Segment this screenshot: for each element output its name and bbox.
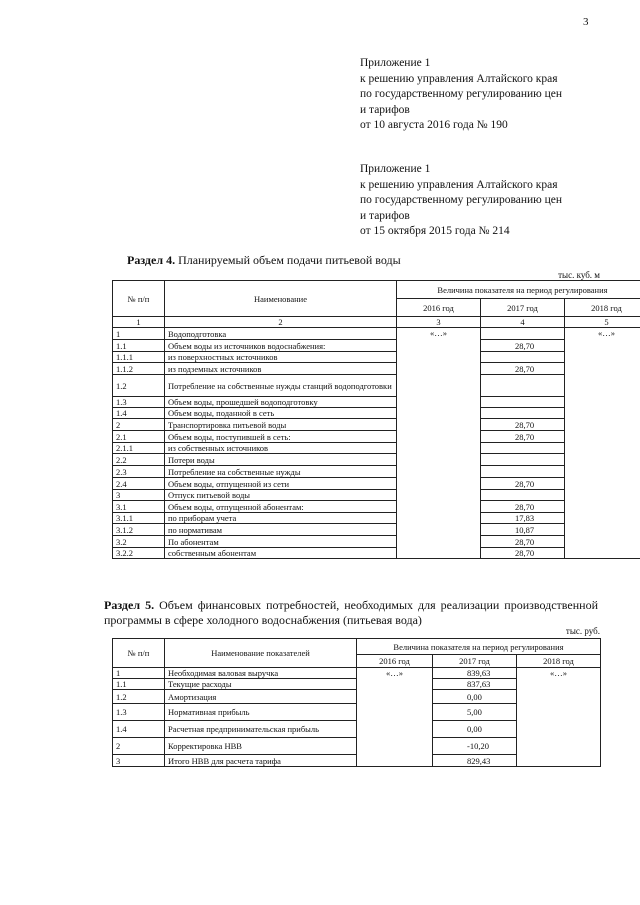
row-name: Необходимая валовая выручка: [165, 668, 357, 679]
section5-title-bold: Раздел 5.: [104, 598, 155, 612]
appendix-line: от 15 октября 2015 года № 214: [360, 225, 510, 237]
table-row: [113, 548, 640, 559]
table-row: [113, 513, 640, 524]
header-2018: 2018 год: [565, 299, 640, 317]
appendix-line: Приложение 1: [360, 57, 431, 69]
row-name: Текущие расходы: [165, 679, 357, 690]
row-num: 1: [113, 668, 165, 679]
col-number: 2: [165, 317, 397, 328]
header-2017: 2017 год: [433, 655, 517, 668]
row-name: Транспортировка питьевой воды: [165, 419, 397, 431]
section5-title-text: Объем финансовых потребностей, необходимых для реализации производственной программы в сфере холодного водоснабжения (питьевая вода): [104, 598, 598, 627]
value-2017: 28,70: [481, 478, 565, 490]
header-2016: 2016 год: [357, 655, 433, 668]
row-num: 1.1.2: [113, 363, 165, 375]
row-num: 3: [113, 755, 165, 767]
table-row: [113, 408, 640, 419]
row-name: Нормативная прибыль: [165, 704, 357, 721]
row-num: 2: [113, 738, 165, 755]
header-2016: 2016 год: [397, 299, 481, 317]
page-number: 3: [583, 16, 589, 28]
row-name: Потребление на собственные нужды: [165, 466, 397, 478]
row-name: из собственных источников: [165, 443, 397, 454]
header-name: Наименование: [165, 281, 397, 317]
row-num: 3.2: [113, 536, 165, 548]
row-name: Корректировка НВВ: [165, 738, 357, 755]
table-row: [113, 490, 640, 501]
value-2017: 17,83: [481, 513, 565, 524]
value-2016: «…»: [357, 668, 433, 767]
section4-title: [127, 253, 401, 268]
value-2017: 28,70: [481, 340, 565, 352]
appendix-line: по государственному регулированию цен: [360, 194, 563, 206]
value-2017: [481, 328, 565, 340]
row-num: 1.3: [113, 397, 165, 408]
table-row: [113, 363, 640, 375]
header-num: № п/п: [113, 281, 165, 317]
row-name: Водоподготовка: [165, 328, 397, 340]
value-2017: [481, 466, 565, 478]
row-num: 3.1: [113, 501, 165, 513]
value-2017: [481, 397, 565, 408]
value-2017: -10,20: [433, 738, 517, 755]
row-name: Потери воды: [165, 454, 397, 466]
row-name: из поверхностных источников: [165, 352, 397, 363]
value-2016: «…»: [397, 328, 481, 559]
header-period: Величина показателя на период регулирования: [357, 639, 601, 655]
row-num: 1.1: [113, 679, 165, 690]
row-name: Объем воды, поступившей в сеть:: [165, 431, 397, 443]
value-2017: 28,70: [481, 431, 565, 443]
row-name: по приборам учета: [165, 513, 397, 524]
section4-title-text: Планируемый объем подачи питьевой воды: [175, 253, 401, 267]
row-num: 3.2.2: [113, 548, 165, 559]
table-row: [113, 328, 640, 340]
appendix-line: и тарифов: [360, 209, 410, 222]
row-name: собственным абонентам: [165, 548, 397, 559]
value-2017: 28,70: [481, 536, 565, 548]
value-2017: 837,63: [433, 679, 517, 690]
section4-title-bold: Раздел 4.: [127, 253, 176, 267]
row-num: 1.3: [113, 704, 165, 721]
value-2017: [481, 490, 565, 501]
table-row: [113, 668, 601, 679]
section4-table: [112, 280, 640, 559]
row-num: 2.4: [113, 478, 165, 490]
header-2018: 2018 год: [517, 655, 601, 668]
row-name: Расчетная предпринимательская прибыль: [165, 721, 357, 738]
section5-table: [112, 638, 601, 767]
row-num: 2: [113, 419, 165, 431]
section5-unit: тыс. руб.: [565, 626, 600, 636]
col-number: 4: [481, 317, 565, 328]
header-period: Величина показателя на период регулирования: [397, 281, 640, 299]
row-name: Объем воды, отпущенной абонентам:: [165, 501, 397, 513]
row-num: 1.1: [113, 340, 165, 352]
row-num: 1.1.1: [113, 352, 165, 363]
value-2017: 839,63: [433, 668, 517, 679]
value-2017: [481, 375, 565, 397]
value-2017: [481, 408, 565, 419]
row-num: 1: [113, 328, 165, 340]
table-row: [113, 443, 640, 454]
table-row: [113, 478, 640, 490]
table-row: [113, 397, 640, 408]
value-2017: 28,70: [481, 419, 565, 431]
row-num: 1.2: [113, 690, 165, 704]
section5-title: [104, 598, 598, 628]
value-2017: [481, 352, 565, 363]
header-num: № п/п: [113, 639, 165, 668]
value-2017: 10,87: [481, 524, 565, 536]
value-2017: 829,43: [433, 755, 517, 767]
appendix-line: к решению управления Алтайского края: [360, 72, 558, 85]
row-num: 1.4: [113, 408, 165, 419]
section4-unit: тыс. куб. м: [558, 270, 600, 280]
row-num: 3.1.1: [113, 513, 165, 524]
row-name: по нормативам: [165, 524, 397, 536]
row-num: 2.1: [113, 431, 165, 443]
row-num: 1.2: [113, 375, 165, 397]
value-2018: «…»: [517, 668, 601, 767]
appendix-line: Приложение 1: [360, 163, 431, 175]
col-number: 5: [565, 317, 640, 328]
row-num: 2.2: [113, 454, 165, 466]
appendix-line: по государственному регулированию цен: [360, 88, 563, 100]
table-row: [113, 419, 640, 431]
table-row: [113, 536, 640, 548]
row-name: Итого НВВ для расчета тарифа: [165, 755, 357, 767]
row-name: Объем воды, отпущенной из сети: [165, 478, 397, 490]
row-num: 2.1.1: [113, 443, 165, 454]
row-name: Отпуск питьевой воды: [165, 490, 397, 501]
row-num: 1.4: [113, 721, 165, 738]
row-num: 3: [113, 490, 165, 501]
row-name: из подземных источников: [165, 363, 397, 375]
row-name: Объем воды, поданной в сеть: [165, 408, 397, 419]
appendix-line: от 10 августа 2016 года № 190: [360, 119, 508, 131]
table-row: [113, 466, 640, 478]
header-2017: 2017 год: [481, 299, 565, 317]
value-2017: [481, 454, 565, 466]
appendix-line: и тарифов: [360, 103, 410, 116]
appendix-current: [360, 56, 620, 134]
value-2017: 5,00: [433, 704, 517, 721]
row-name: По абонентам: [165, 536, 397, 548]
table-row: [113, 352, 640, 363]
col-number: 3: [397, 317, 481, 328]
value-2017: 28,70: [481, 501, 565, 513]
row-num: 2.3: [113, 466, 165, 478]
value-2017: [481, 443, 565, 454]
header-name: Наименование показателей: [165, 639, 357, 668]
row-name: Объем воды из источников водоснабжения:: [165, 340, 397, 352]
value-2017: 0,00: [433, 690, 517, 704]
col-number: 1: [113, 317, 165, 328]
table-row: [113, 431, 640, 443]
table-row: [113, 501, 640, 513]
table-row: [113, 340, 640, 352]
value-2017: 0,00: [433, 721, 517, 738]
appendix-previous: [360, 162, 620, 240]
table-row: [113, 375, 640, 397]
appendix-line: к решению управления Алтайского края: [360, 178, 558, 191]
row-name: Объем воды, прошедшей водоподготовку: [165, 397, 397, 408]
table-row: [113, 524, 640, 536]
value-2017: 28,70: [481, 363, 565, 375]
row-name: Потребление на собственные нужды станций водоподготовки: [165, 375, 397, 397]
row-num: 3.1.2: [113, 524, 165, 536]
table-row: [113, 454, 640, 466]
row-name: Амортизация: [165, 690, 357, 704]
value-2018: «…»: [565, 328, 640, 559]
value-2017: 28,70: [481, 548, 565, 559]
